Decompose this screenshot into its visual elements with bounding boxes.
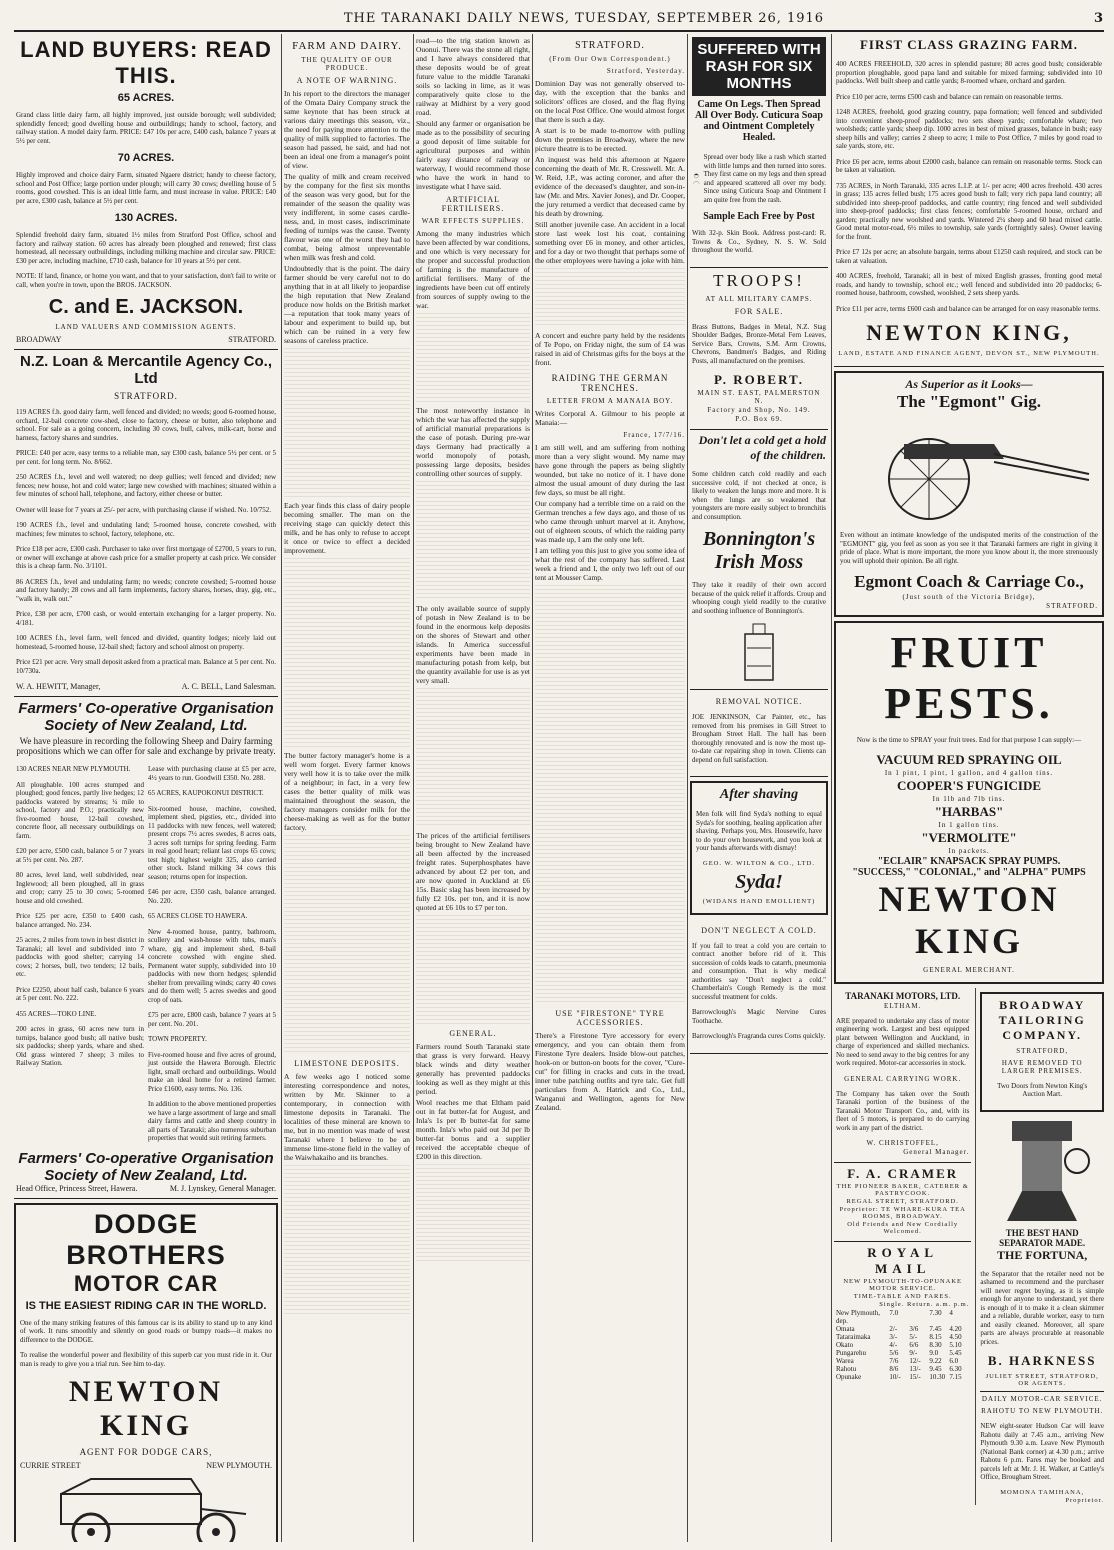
text-filler	[416, 1164, 530, 1264]
syda-subtitle: (WIDANS HAND EMOLLIENT)	[702, 897, 816, 905]
head-office: Head Office, Princess Street, Hawera.	[16, 1183, 138, 1193]
removal-ad	[690, 690, 828, 777]
farm-price: PRICE: £40 per acre, easy terms to a reliable man, say £300 cash, balance 5½ per cent. or 5 per cent. for long term. No. 8/662.	[16, 449, 276, 466]
cuticura-subheading: Came On Legs. Then Spread All Over Body. Cuticura Soap and Ointment Completely Healed.	[695, 99, 823, 143]
troops-text: Brass Buttons, Badges in Metal, N.Z. Stag Shoulder Badges, Bronze-Metal Fern Leaves, Service Bars, Crowns, S.M. Arm Crowns, Chevrons, Bandmen's Badges, and Riding Posts, all manufactured on the premises.	[692, 322, 826, 365]
column-rule	[532, 34, 533, 1542]
lot-item: New 4-roomed house, pantry, bathroom, scullery and wash-house with tubs, man's whare, gig and implement shed, 8-bail concrete cowshed with engine shed. Permanent water supply, subdivided into 10 paddocks with new thorn hedges; splendid shelter from prevailing winds; carry 40 cows and do them well; 5 acres swedes and good crop of oats.	[148, 927, 276, 1004]
broadway-tailoring-ad	[980, 992, 1104, 1112]
note-text: NOTE: If land, finance, or home you want, and that to your satisfaction, don't fail to write or call, when you're in town, upon the BROS. JACKSON.	[16, 272, 276, 289]
motor-car-heading: MOTOR CAR	[73, 1270, 219, 1296]
article-heading: LIMESTONE DEPOSITS.	[294, 1059, 400, 1068]
lot-heading: 65 ACRES.	[117, 92, 175, 104]
troops-for-sale: FOR SALE.	[734, 306, 784, 316]
text-filler	[416, 313, 530, 403]
egmont-address: (Just south of the Victoria Bridge),	[902, 593, 1036, 601]
proprietor-title: Proprietor.	[1065, 1496, 1104, 1504]
timetable-cell: Rahotu	[836, 1365, 857, 1373]
product-name: COOPER'S FUNGICIDE	[896, 777, 1042, 793]
proprietor-name: MOMONA TAMIHANA,	[1000, 1488, 1085, 1496]
timetable-cell: 7.45	[929, 1325, 942, 1333]
royal-mail-subtitle: NEW PLYMOUTH-TO-OPUNAKE MOTOR SERVICE.	[843, 1278, 963, 1292]
article-paragraph: Undoubtedly that is the point. The dairy farmer should be very careful not to do anything that in at all likely to jeopardise the high reputation that New Zealand produce now holds on the British market—a reputation that took many years of labour and experiment to build up, but which can be ruined in a very few seasons of careless practice.	[284, 264, 410, 345]
gig-heading: The "Egmont" Gig.	[896, 392, 1042, 411]
farm-price: Price £18 per acre, £300 cash. Purchaser to take over first mortgage of £2700, 5 years to run, or owner will exchange at above cash price for a smaller property at cash price. We consider this is a cheap farm. No. 3/1101.	[16, 545, 276, 570]
timetable-cell: 7/6	[889, 1357, 899, 1365]
bonnington-heading: Bonnington's Irish Moss	[702, 528, 816, 573]
newton-king-name: NEWTON KING,	[866, 320, 1072, 345]
article-heading: USE "FIRESTONE" TYRE ACCESSORIES.	[555, 1009, 665, 1027]
farm-price: Price £7 12s per acre; an absolute bargain, terms about £1250 cash required, and stock can be taken at valuation.	[836, 248, 1102, 265]
coop-lots	[16, 758, 276, 1150]
lot-item: Price £2250, about half cash, balance 6 years at 5 per cent. No. 222.	[16, 985, 144, 1002]
lot-item: 130 ACRES NEAR NEW PLYMOUTH.	[16, 765, 131, 773]
corns-notice: Barrowclough's Fragranda cures Corns quickly.	[692, 1032, 826, 1040]
column-6	[834, 34, 1104, 1542]
motor-car-illustration	[21, 1474, 271, 1542]
egmont-coach-name: Egmont Coach & Carriage Co.,	[854, 572, 1084, 591]
bottom-ads-right	[975, 988, 1104, 1505]
harkness-name: B. HARKNESS	[987, 1353, 1097, 1368]
dodge-text: One of the many striking features of this famous car is its ability to stand up to any kind of work. It runs smoothly and silently on good roads or bumpy roads—it makes no difference to the DODGE.	[20, 1318, 272, 1344]
article-paragraph: A few weeks ago I noticed some interesting correspondence and notes, written by Mr. Skinner to a contemporary, in connection with limestone deposits in Taranaki. The localities of these mineral are known to me, but in no mention was made of west Taranaki where I believe to be an immense lime-stone field in the valley of the Waiwhakaiho and its branches.	[284, 1072, 410, 1162]
lot-item: Six-roomed house, machine, cowshed, implement shed, pigsties, etc., divided into 11 paddocks with new fences, well watered; present crops 7½ acres swedes, 8 acres oats, 3 acres soft turnips for spring feeding. Farm in real good heart; reliant last crops 65 cows; test high; highest weight 325, also carried other stock. Island milking 34 cows this season; returns open for inspection.	[148, 804, 276, 881]
motor-service-route: RAHOTU TO NEW PLYMOUTH.	[981, 1407, 1104, 1415]
coop-lots-left	[16, 758, 144, 1150]
dodge-claim: IS THE EASIEST RIDING CAR IN THE WORLD.	[25, 1299, 267, 1312]
product-sizes: In 1 pint, 1 pint, 1 gallon, and 4 gallon tins.	[884, 768, 1054, 777]
carrying-text: The Company has taken over the South Taranaki portion of the business of the Taranaki Motor Transport Co., and, with its fleet of 5 motors, is prepared to do carrying work in any part of the district.	[836, 1089, 970, 1132]
farm-text: 250 ACRES f.h., level and well watered; no deep gullies; well fenced and divided; new fences; new house, hot and cold water; large new cowshed with machines; situated within a few minutes of school hall, telephone, and factory, either cheese or butter.	[16, 473, 276, 498]
article-paragraph: Dominion Day was not generally observed to-day, with the exception that the banks and solicitors' offices are closed, and the flag flying on the local Post Office. One would almost forget that there is such a day.	[535, 79, 685, 124]
fortuna-text: the Separator that the retailer need not be ashamed to recommend and the purchaser will never regret buying, as it is simple enough for anyone to understand, yet there is enough of it to make it a clean skimmer and a reliable, durable worker, easy to turn and easily cleaned. Moreover, all spare parts are always procurable at reasonable prices.	[980, 1269, 1104, 1346]
column-2	[284, 34, 410, 1542]
coop-heading: Farmers' Co-operative Organisation	[18, 700, 274, 717]
timetable-cell: 7.0	[889, 1309, 899, 1317]
timetable-cell: 4.50	[949, 1333, 962, 1341]
woman-portrait-illustration	[692, 146, 701, 210]
article-heading: ARTIFICIAL FERTILISERS.	[441, 195, 505, 213]
town: NEW PLYMOUTH.	[206, 1461, 272, 1470]
harkness-address: JULIET STREET, STRATFORD, OR AGENTS.	[985, 1373, 1099, 1387]
article-paragraph: Farmers round South Taranaki state that grass is very forward. Heavy black winds and dirty weather generally has prevented paddocks looking as well as they might at this period.	[416, 1042, 530, 1096]
lot-item: Lease with purchasing clause at £5 per acre, 4½ years to run. Goodwill £350. No. 288.	[148, 765, 276, 782]
timetable-cell: 12/-	[909, 1357, 921, 1365]
farm-text: 735 ACRES, in North Taranaki, 335 acres L.I.P. at 1/- per acre; 400 acres freehold. 430 acres in grass; 135 acres felled bush; 175 acres good bush to fall; very rich papa land country; all subdivided into sheep-proof paddocks, and cattle country; ring fenced and well subdivided into sheep-proof paddocks; first class fences; comfortable 5-roomed house, orchard and garden; practically new woolshed and yards. Wintered 2¼ sheep and 60 head mixed cattle. Good metal motor-road, 6½ miles to township, sale yards (fortnightly sales). Owner leaving for the front.	[836, 181, 1102, 241]
text-filler	[284, 558, 410, 748]
article-paragraph: The only available source of supply of potash in New Zealand is to be found in the enormous kelp deposits on the shores of Stewart and other islands. In America successful experiments have been made in manufacturing potash from kelp, but the quantity available for use is as yet very small.	[416, 604, 530, 685]
article-paragraph: The quality of milk and cream received by the company for the first six months of the season was very good, but for the remainder of the season the quality was very indifferent, in some cases cardle-ness, and, in most cases, indiscriminate feeding of turnips was the cause. Twenty flavour was one of the worst they had to combat, being almost unpreventable when milk was fresh and cold.	[284, 172, 410, 262]
fruit-pests-ad	[834, 621, 1104, 984]
lot-item: 80 acres, level land, well subdivided, near Inglewood; all been ploughed, all in grass and crop; carry 25 to 30 cows; 5-roomed house and old cowshed.	[16, 871, 144, 905]
jackson-land-ad	[14, 34, 278, 350]
tailoring-heading: BROADWAY TAILORING COMPANY.	[998, 997, 1086, 1042]
section-title: STRATFORD.	[575, 40, 645, 51]
timetable-cell: 5/-	[909, 1333, 918, 1341]
bonnington-ad	[690, 430, 828, 690]
cold-text: If you fail to treat a cold you are certain to contract another before rid of it. This succession of colds leads to catarrh, pneumonia and consumption. That is why medical authorities say "Don't neglect a cold." Chamberlain's Cough Remedy is the most successful treatment for colds.	[692, 941, 826, 1001]
timetable-cell: 15/-	[909, 1373, 921, 1381]
motors-heading: TARANAKI MOTORS, LTD.	[845, 990, 961, 1001]
bottom-ads	[834, 988, 1104, 1505]
nz-loan-heading: N.Z. Loan & Mercantile Agency Co., Ltd	[20, 353, 272, 387]
timetable-row	[836, 1349, 969, 1357]
lot-item: 455 ACRES—TOKO LINE.	[16, 1009, 97, 1018]
motors-text: ARE prepared to undertake any class of motor engineering work. Largest and best equipped plant between Wellington and Auckland, in charge of experienced and skilled mechanics. No need to send away to the big centres for any work required. Motor-car accessories in stock.	[836, 1016, 970, 1067]
manager-title: General Manager.	[903, 1148, 970, 1156]
coop-intro: We have pleasure in recording the following Sheep and Dairy farming propositions which we can offer for sale and exchange by private treaty.	[16, 736, 276, 756]
article-paragraph: A start is to be made to-morrow with pulling down the premises in Broadway, where the new picture theatre is to be erected.	[535, 126, 685, 153]
timetable-columns: Single. Return. a.m. p.m.	[879, 1301, 970, 1308]
text-filler	[416, 688, 530, 828]
robert-po-box: P.O. Box 69.	[735, 415, 783, 423]
article-paragraph: There's a Firestone Tyre accessory for every emergency, and you can obtain them from Firestone Tyre dealers. Inside blow-out patches, hook-on or button-on boots for the cover, "Cure-cut" for filling in cracks and cuts in the tread, inner tube patching outfits and tyre talc. Get full particulars from A. Hatrick and Co., Ltd., Wanganui and Wellington, agents for New Zealand.	[535, 1031, 685, 1112]
timetable-cell: 7.30	[929, 1309, 942, 1317]
cuticura-body	[692, 146, 826, 211]
article-paragraph: An inquest was held this afternoon at Ngaere concerning the death of Mr. R. Cresswell. Mr. A. W. Reid, J.P., was acting coroner, and after the evidence of the deceased's daughter, and son-in-law (Mr. and Mrs. Xavier Jones), and Dr. Cooper, the jury returned a verdict that deceased came by his death by drowning.	[535, 155, 685, 218]
article-paragraph: I am telling you this just to give you some idea of what the rest of the company has suffered. Last week a friend and I, the only two left out of our tent at Mousser Camp.	[535, 546, 685, 582]
newton-king-name: NEWTON KING	[878, 878, 1060, 961]
robert-factory: Factory and Shop, No. 149.	[707, 406, 811, 414]
column-5	[690, 34, 828, 1542]
salesman: A. C. BELL, Land Salesman.	[181, 682, 276, 691]
royal-mail-heading: ROYAL MAIL	[867, 1245, 939, 1276]
article-heading: GENERAL.	[449, 1029, 497, 1038]
timetable-cell: 10.30	[929, 1373, 946, 1381]
gig-tagline: As Superior as it Looks—	[905, 377, 1033, 391]
timetable-row	[836, 1309, 969, 1325]
manager: W. A. HEWITT, Manager,	[16, 682, 101, 691]
article-paragraph: Writes Corporal A. Gilmour to his people at Manaia:—	[535, 409, 685, 427]
farm-price: Price, £38 per acre, £700 cash, or would entertain exchanging for a larger property. No. 4/181.	[16, 610, 276, 627]
farm-price: Price £21 per acre. Very small deposit asked from a practical man. Balance at 5 per cent. No. 10/730a.	[16, 658, 276, 675]
nz-loan-ad	[14, 350, 278, 697]
lot-item: TOWN PROPERTY.	[148, 1035, 207, 1043]
text-filler	[416, 481, 530, 601]
bottle-illustration	[739, 622, 779, 682]
dodge-agent: AGENT FOR DODGE CARS,	[79, 1447, 213, 1457]
newton-king-subtitle: GENERAL MERCHANT.	[923, 965, 1015, 974]
coop-heading: Farmers' Co-operative Organisation	[18, 1149, 274, 1167]
farm-price: Price £6 per acre, terms about £2000 cash, balance can remain on reasonable terms. Stock can be taken at valuation.	[836, 157, 1102, 174]
lot-heading: 70 ACRES.	[117, 152, 175, 164]
article-paragraph: The most noteworthy instance in which the war has affected the supply of artificial manurial preparations is the case of potash. During pre-war days Germany had practically a world monopoly of potash, possessing large deposits, besides controlling other sources of supply.	[416, 406, 530, 478]
article-paragraph: The prices of the artificial fertilisers being brought to New Zealand have all been affected by the increased freight rates. Superphosphates have advanced by about £2 per ton, and are now quoted in Auckland at £6 15s. Basic slag has been increased by fully £2 10s. per ton, and it is now quoted at £6 10s to £7 per ton.	[416, 831, 530, 912]
farm-text: 400 ACRES, freehold, Taranaki; all in best of mixed English grasses, fronting good metal roads, and handy to township, school etc.; well fenced and subdivided into 20 paddocks; 6-roomed house, bathroom, cowshed, woolshed, 2 sets sheep yards.	[836, 272, 1102, 297]
timetable-cell: 3/-	[889, 1333, 898, 1341]
timetable-cell: 5.10	[949, 1341, 962, 1349]
jackson-address	[16, 335, 276, 344]
farm-text: 100 ACRES f.h., level farm, well fenced and divided, quantity lodges; nicely laid out homestead, 5-roomed house, 12-bail shed; factory and school almost on property.	[16, 634, 276, 651]
syda-logo: Syda!	[735, 870, 783, 893]
farm-text: 119 ACRES f.h. good dairy farm, well fenced and divided; no weeds; good 6-roomed house, orchard, 12-bail concrete cow-shed, close to factory, cheese or butter, also telephone and school. For sale as a going concern, including 30 cows, bull, calves, milk-cart, horse and harness, factory shares and sundries.	[16, 408, 276, 442]
cuticura-text: Spread over body like a rash which started with little lumps and then turned into sores. They first came on my legs and then spread and appeared scattered all over my body. Since using Cuticura Soap and Ointment I am quite free from the rash.	[703, 153, 826, 204]
text-filler	[535, 585, 685, 1005]
lot-text: Highly improved and choice dairy Farm, situated Ngaere district; handy to cheese factory, school and Post Office; large portion under plough; will carry 30 cows; dwelling house of 5 rooms, good cowshed. This is an ideal little farm, and must increase in value. PRICE: £40 per acre, £300 cash, balance at 5½ per cent.	[16, 171, 276, 205]
cramer-proprietor: Proprietor: TE WHARE-KURA TEA ROOMS, BROADWAY.	[839, 1206, 966, 1220]
coop-subheading: Society of New Zealand, Ltd.	[44, 1166, 248, 1184]
land-buyers-heading: LAND BUYERS: READ THIS.	[20, 37, 272, 88]
article-paragraph: Should any farmer or organisation be made as to the possibility of securing a good deposit of lime suitable for agricultural purposes and within fairly easy distance of railway or waterway, I would recommend those who have the work in hand to investigate what I have said.	[416, 119, 530, 191]
text-filler	[284, 1165, 410, 1315]
article-paragraph: In his report to the directors the manager of the Omata Dairy Company struck the same keynote that has been struck at various dairy meetings this season, viz., the need for paying more attention to the quality of milk supplied to factories. The season had passed, he said, and had not been an ideal one from a manager's point of view.	[284, 89, 410, 170]
coop-subheading: Society of New Zealand, Ltd.	[44, 717, 248, 734]
product-name: "SUCCESS," "COLONIAL," and "ALPHA" PUMPS	[852, 866, 1086, 878]
product-sizes: In 1lb and 7lb tins.	[932, 794, 1006, 803]
page-number: 3	[1093, 10, 1104, 26]
farm-text: 86 ACRES f.h., level and undulating farm; no weeds; concrete cowshed; 5-roomed house and factory handy; 28 cows and all farm implements, factory shares, horses, dray, gig, etc., "walk in, walk out."	[16, 577, 276, 603]
dodge-address	[20, 1461, 272, 1470]
timetable-cell: New Plymouth, dep.	[836, 1309, 880, 1325]
jackson-subtitle: LAND VALUERS AND COMMISSION AGENTS.	[55, 323, 237, 331]
article-paragraph: Still another juvenile case. An accident in a local store last week lost his coat, containing something over £6 in money, and other articles, and for a day or two thought that perhaps some of the other employees were having a joke with him.	[535, 220, 685, 265]
article-paragraph: Among the many industries which have been affected by war conditions, and one which is very necessary for the proper and successful production of farming is the manufacture of artificial fertilisers. Many of the ingredients have been cut off entirely from sources of supply owing to the war.	[416, 229, 530, 310]
article-paragraph: A concert and euchre party held by the residents of Te Popo, on Friday night, the sum of £4 was raised in aid of Christmas gifts for the boys at the front.	[535, 331, 685, 367]
masthead	[14, 6, 1104, 32]
dodge-ad	[14, 1203, 278, 1543]
timetable-cell: Tataraimaka	[836, 1333, 871, 1341]
cuticura-sample: Sample Each Free by Post	[703, 211, 815, 222]
farm-price: Price £11 per acre, terms £600 cash and balance can be arranged for on easy reasonable terms.	[836, 304, 1101, 313]
timetable-cell: 9/-	[909, 1349, 918, 1357]
timetable-row	[836, 1333, 969, 1341]
troops-subheading: AT ALL MILITARY CAMPS.	[705, 294, 813, 303]
dateline: Stratford, Yesterday.	[606, 67, 685, 75]
farm-text: 190 ACRES f.h., level and undulating land; 5-roomed house, concrete cowshed, with machines; few minutes to school, factory, telephone, etc.	[16, 521, 276, 538]
cold-notice	[690, 919, 828, 1054]
timetable-cell: 9.22	[929, 1357, 942, 1365]
tailoring-notice: HAVE REMOVED TO LARGER PREMISES.	[1001, 1058, 1083, 1075]
gig-illustration	[844, 414, 1094, 524]
paper-dateline: THE TARANAKI DAILY NEWS, TUESDAY, SEPTEMBER 26, 1916	[343, 10, 825, 26]
product-sizes: In 1 gallon tins.	[938, 820, 1000, 829]
manager-name: W. CHRISTOFFEL,	[866, 1139, 939, 1147]
column-rule	[831, 34, 832, 1542]
timetable-cell: 2/-	[889, 1325, 898, 1333]
timetable-cell: 9.0	[929, 1349, 939, 1357]
article-paragraph: Our company had a terrible time on a raid on the German trenches a few days ago, and those of us who came through unhurt marvel at it. Anyhow, out of eighteen scouts, of which the raiding party was made up, I am the only one left.	[535, 499, 685, 544]
lot-text: Splendid freehold dairy farm, situated 1½ miles from Stratford Post Office, school and factory and railway station. 60 acres has already been ploughed and renewed; first class homestead, all necessary outbuildings, including milking machine and circular saw. PRICE: £30 per acre, including machine, £710 cash, balance for 10 years at 5½ per cent.	[16, 231, 276, 265]
timetable-row	[836, 1341, 969, 1349]
bottom-ads-left	[834, 988, 971, 1505]
timetable-cell: Warea	[836, 1357, 854, 1365]
cramer-subtitle: THE PIONEER BAKER, CATERER & PASTRYCOOK.	[836, 1183, 969, 1197]
timetable-cell: 6/6	[909, 1341, 919, 1349]
timetable-cell: Okato	[836, 1341, 854, 1349]
text-filler	[535, 268, 685, 328]
nz-loan-town: STRATFORD.	[114, 391, 178, 401]
bonnington-headline: Don't let a cold get a hold of the children.	[698, 433, 826, 462]
syda-ad	[690, 781, 828, 915]
product-sizes: In packets.	[948, 846, 990, 855]
signatures	[16, 682, 276, 691]
separator-heading: THE BEST HAND SEPARATOR MADE.	[999, 1227, 1086, 1248]
timetable-cell	[909, 1309, 929, 1325]
farmers-coop-ad	[14, 697, 278, 1199]
timetable-cell: Opunake	[836, 1373, 862, 1381]
motor-service-text: NEW eight-seater Hudson Car will leave Rahotu daily at 7.45 a.m., arriving New Plymouth 9.30 a.m. Leave New Plymouth (National Bank corner) at 4.30 p.m.; arrive Rahotu 6 p.m. Fares may be booked and parcels left at Mr. J. H. Walker, at Cattley's Office, Brougham Street.	[980, 1422, 1104, 1481]
timetable-cell: Omata	[836, 1325, 855, 1333]
grazing-farm-ad	[834, 34, 1104, 367]
troops-ad	[690, 268, 828, 431]
timetable-heading: TIME-TABLE AND FARES.	[853, 1293, 952, 1300]
timetable-cell: 7.15	[949, 1373, 962, 1381]
syda-agent: GEO. W. WILTON & CO., LTD.	[703, 859, 815, 867]
coop-footer	[16, 1184, 276, 1193]
syda-text: Men folk will find Syda's nothing to equal Syda's for soothing, healing application after shaving. Perhaps you, Mrs. Housewife, have to do your own housework, and you look at your hands afterwards with dismay!	[696, 810, 822, 852]
timetable-cell: 8.30	[929, 1341, 942, 1349]
cramer-ad	[834, 1163, 971, 1242]
product-name: "ECLAIR" KNAPSACK SPRAY PUMPS.	[877, 855, 1061, 867]
street: CURRIE STREET	[20, 1461, 81, 1470]
article-paragraph: road—to the trig station known as Ouonui. There was the stone all right, and I have always considered that these deposits would be of great future value to the middle Taranaki soils so lacking in lime, as it was comparatively quite close to the railway at Midhirst by a very good road.	[416, 36, 530, 117]
fruit-intro: Now is the time to SPRAY your fruit trees. End for that purpose I can supply:—	[856, 736, 1082, 744]
robert-name: P. ROBERT.	[714, 372, 804, 387]
lot-item: £46 per acre, £350 cash, balance arranged. No. 220.	[148, 888, 276, 905]
removal-text: JOE JENKINSON, Car Painter, etc., has removed from his premises in Gill Street to Brougham Street Hall. The hall has been thoroughly renovated and is now the most up-to-date car repairing shop in town. Clients can depend on full satisfaction.	[692, 713, 826, 764]
farm-text: 400 ACRES FREEHOLD, 320 acres in splendid pasture; 80 acres good bush; considerable proportion ploughable, good papa land and suitable for mixed farming; subdivided into 10 paddocks. Well built sheep and cattle yards; 8-roomed whare, orchard and garden.	[836, 60, 1102, 85]
fortuna-name: THE FORTUNA,	[997, 1247, 1088, 1262]
article-heading: RAIDING THE GERMAN TRENCHES.	[551, 373, 669, 393]
cuticura-ad	[690, 34, 828, 268]
text-filler	[284, 835, 410, 1055]
product-name: "HARBAS"	[934, 803, 1004, 819]
timetable-cell: 13/-	[909, 1365, 921, 1373]
farm-price: Owner will lease for 7 years at 25/- per acre, with purchasing clause if wished. No. 10/752.	[16, 505, 272, 514]
lot-item: Five-roomed house and five acres of ground, just outside the Hawera Borough. Electric light, small orchard and outbuildings. Would make an ideal home for a retired farmer. Price £1600, easy terms. No. 136.	[148, 1050, 276, 1093]
jackson-name: C. and E. JACKSON.	[48, 296, 244, 318]
timetable-row	[836, 1357, 969, 1365]
lot-item: In addition to the above mentioned properties we have a large assortment of large and small dairy farms and cattle and sheep country in all parts of Taranaki; also numerous suburban properties that would suit retiring farmers.	[148, 1100, 276, 1142]
cuticura-heading: SUFFERED WITH RASH FOR SIX MONTHS	[692, 37, 826, 96]
lot-item: 25 acres, 2 miles from town in best district in Taranaki; all level and subdivided into 7 paddocks with good shelter; carrying 14 cows; 2 horses, bull, two tenders; 12 bails, etc.	[16, 936, 144, 978]
nervine-notice: Barrowclough's Magic Nervine Cures Toothache.	[692, 1008, 826, 1025]
egmont-town: STRATFORD.	[1046, 602, 1098, 610]
timetable-cell: 8/6	[889, 1365, 899, 1373]
lot-item: £20 per acre, £500 cash, balance 5 or 7 years at 5½ per cent. No. 287.	[16, 847, 144, 864]
timetable	[836, 1309, 969, 1381]
lot-heading: 130 ACRES.	[114, 212, 178, 224]
cold-heading: DON'T NEGLECT A COLD.	[701, 925, 817, 935]
royal-mail-ad	[834, 1242, 971, 1386]
timetable-cell: 5.45	[949, 1349, 962, 1357]
gig-text: Even without an intimate knowledge of the undisputed merits of the construction of the "EGMONT" gig, you feel as soon as you see it that Taranaki farmers are right in giving it pride of place. What is more important, the more you know about it, the more strenuously you will uphold their opinion. Be all right.	[840, 531, 1098, 565]
town: STRATFORD.	[228, 335, 276, 344]
dodge-heading: DODGE BROTHERS	[66, 1208, 226, 1270]
grazing-heading: FIRST CLASS GRAZING FARM.	[859, 37, 1079, 52]
article-paragraph: I am still well, and am suffering from nothing more than a very slight wound. My name may have gone through the papers as being slightly wounded, but take no notice of it. I have done almost the usual amount of duty during the last few days, so must be all right.	[535, 443, 685, 497]
column-rule	[281, 34, 282, 1542]
timetable-cell: Pungarehu	[836, 1349, 866, 1357]
farm-text: 1248 ACRES, freehold, good grazing country, papa formation; well fenced and subdivided into convenient sheep-proof paddocks; two sets sheep yards; comfortable whare; two woolsheds; cattle yards; sheep dip. 1000 acres in best of mixed grasses, balance in bush; easy sheep hills and valley; carries 2 sheep to acre; 1 mile to Post Office, 7 miles by good road to sale yards, store, etc.	[836, 108, 1102, 150]
article-heading: A NOTE OF WARNING.	[296, 76, 398, 85]
article-subheading: WAR EFFECTS SUPPLIES.	[421, 217, 525, 225]
cramer-name: F. A. CRAMER	[847, 1166, 959, 1181]
bonnington-text: They take it readily of their own accord because of the quick relief it affords. Croup and whooping cough yield readily to the curative and soothing influence of Bonnington's.	[692, 581, 826, 615]
egmont-gig-ad	[834, 371, 1104, 617]
street: BROADWAY	[16, 335, 62, 344]
timetable-row	[836, 1365, 969, 1373]
tailoring-text: Two Doors from Newton King's Auction Mart.	[997, 1081, 1088, 1098]
column-3	[416, 34, 530, 1542]
newton-king-subtitle: LAND, ESTATE AND FINANCE AGENT, DEVON ST., NEW PLYMOUTH.	[838, 350, 1100, 357]
column-rule	[413, 34, 414, 1542]
timetable-row	[836, 1373, 969, 1381]
article-paragraph: Wool reaches me that Eltham paid out in fat butter-fat for August, and Inla's 1s per lb butter-fat for same month. Inla's who paid out 3d per lb butter-fat bonus and a supplier received the acceptable cheque of £200 in this direction.	[416, 1098, 530, 1161]
timetable-row	[836, 1325, 969, 1333]
timetable-cell: 6.0	[949, 1357, 959, 1365]
lot-item: £75 per acre, £800 cash, balance 7 years at 5 per cent. No. 201.	[148, 1011, 276, 1028]
robert-address: MAIN ST. EAST, PALMERSTON N.	[697, 389, 821, 405]
general-manager: M. J. Lynskey, General Manager.	[169, 1183, 276, 1193]
lot-text: Grand class little dairy farm, all highly improved, just outside borough; well subdivided; splendidly fenced; good dwelling house and outbuildings; handy to school, factory, and railway station. A model dairy farm. PRICE: £47 10s per acre, £400 cash, balance 7 years at 5½ per cent.	[16, 111, 276, 145]
farm-price: Price £10 per acre, terms £500 cash and balance can remain on reasonable terms.	[836, 92, 1063, 101]
carrying-heading: GENERAL CARRYING WORK.	[844, 1074, 962, 1083]
timetable-cell: 5/6	[889, 1349, 899, 1357]
troops-heading: TROOPS!	[713, 270, 805, 290]
fruit-pests-heading: FRUIT PESTS.	[884, 628, 1054, 728]
timetable-cell: 6.30	[949, 1365, 962, 1373]
dateline: France, 17/7/16.	[623, 431, 685, 439]
timetable-cell: 9.45	[929, 1365, 942, 1373]
column-rule	[687, 34, 688, 1542]
tailoring-town: STRATFORD,	[1016, 1046, 1069, 1055]
timetable-cell: 4/-	[889, 1341, 898, 1349]
cuticura-address: With 32-p. Skin Book. Address post-card: R. Towns & Co., Sydney, N. S. W. Sold throughout the world.	[692, 229, 826, 254]
section-title: FARM AND DAIRY.	[292, 40, 402, 52]
lot-item: 65 ACRES CLOSE TO HAWERA.	[148, 912, 248, 920]
timetable-cell: 8.15	[929, 1333, 942, 1341]
article-paragraph: Each year finds this class of dairy people becoming smaller. The man on the receiving stage can quickly detect this milk, and he has only to refuse to accept it once or twice to effect a decided improvement.	[284, 501, 410, 555]
product-name: "VERMOLITE"	[921, 829, 1017, 845]
coop-lots-right	[148, 758, 276, 1150]
bonnington-text: Some children catch cold readily and each successive cold, if not checked at once, is likely to weaken the lungs more and more. It is when the lungs are so weakened that youngsters are more easily subject to bronchitis and consumption.	[692, 470, 826, 521]
text-filler	[416, 915, 530, 1025]
newton-king-name: NEWTON KING	[68, 1375, 224, 1442]
column-1	[14, 34, 278, 1542]
timetable-cell: 10/-	[889, 1373, 901, 1381]
lot-item: 200 acres in grass, 60 acres new turn in turnips, balance good bush; all native bush; six paddocks; sheep yards, whare and shed. Old grass wintered 7 sheep; 3 miles to Railway Station.	[16, 1025, 144, 1067]
timetable-cell: 4	[949, 1309, 953, 1317]
separator-illustration	[982, 1116, 1102, 1226]
column-4	[535, 34, 685, 1542]
lot-item: Price £25 per acre, £350 to £400 cash, balance arranged. No. 234.	[16, 912, 144, 929]
syda-heading: After shaving	[719, 787, 799, 802]
cramer-address: REGAL STREET, STRATFORD.	[846, 1198, 959, 1205]
taranaki-motors-ad	[834, 988, 971, 1164]
lot-item: 65 ACRES, KAUPOKONUI DISTRICT.	[148, 789, 264, 797]
dodge-text: To realise the wonderful power and flexibility of this superb car you must ride in it. Our man is ready to give you a trial run. See him to-day.	[20, 1351, 272, 1368]
cramer-welcome: Old Friends and New Cordially Welcomed.	[847, 1221, 959, 1235]
timetable-cell: 3/6	[909, 1325, 919, 1333]
timetable-cell: 4.20	[949, 1325, 962, 1333]
removal-heading: REMOVAL NOTICE.	[715, 697, 803, 706]
lot-item: All ploughable. 100 acres stumped and ploughed; good fences, partly live hedges; 12 paddocks watered by streams; ¼ mile to school, factory and P.O.; practically new five-roomed house, 12-bail cowshed, concrete floor, all necessary outbuildings on farm.	[16, 780, 144, 840]
text-filler	[284, 348, 410, 498]
product-name: VACUUM RED SPRAYING OIL	[876, 751, 1062, 767]
motor-service-heading: DAILY MOTOR-CAR SERVICE.	[980, 1391, 1104, 1403]
section-subtitle: THE QUALITY OF OUR PRODUCE.	[301, 56, 393, 72]
article-paragraph: The butter factory manager's home is a well worn forget. Every farmer knows very well how it is to take over the milk of a neighbour; in fact, in a very few cases the better quality of milk was maintained throughout the season, the factory managers consider milk for the cheese-making as well as for the butter factory.	[284, 751, 410, 832]
motors-town: ELTHAM.	[884, 1001, 922, 1010]
article-subheading: LETTER FROM A MANAIA BOY.	[546, 397, 674, 405]
byline: (From Our Own Correspondent.)	[549, 55, 671, 63]
